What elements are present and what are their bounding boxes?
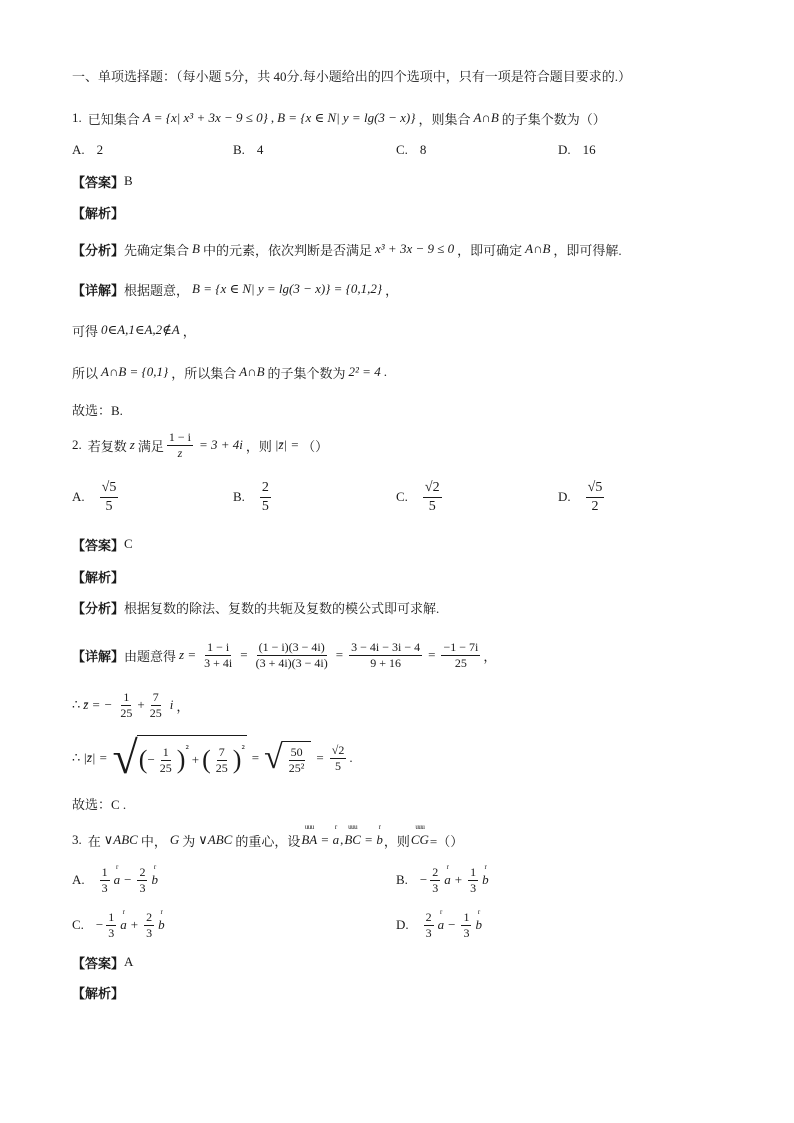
analysis-text: ，即可确定 <box>457 242 523 258</box>
radical-sign: √ <box>264 739 283 776</box>
detail-text: 可得 <box>72 323 99 339</box>
denominator: 3 <box>139 880 146 895</box>
separator: , <box>340 832 344 847</box>
detail-tag: 【详解】 <box>72 282 125 298</box>
vector-accent: r <box>477 908 480 916</box>
question-1-stem <box>72 98 606 138</box>
option-d <box>396 905 483 945</box>
detail-text: 的子集个数为 <box>267 365 346 381</box>
option-label: C. <box>72 917 84 932</box>
math-expression: 2² = 4 <box>348 364 381 379</box>
fraction <box>106 910 116 941</box>
numerator: 1 <box>101 864 108 879</box>
detail-text: 根据题意， <box>124 282 190 298</box>
stem-text: 若复数 <box>87 438 127 454</box>
numerator: 7 <box>218 744 225 759</box>
stem-text: 在 <box>87 833 101 849</box>
math-variable: G <box>169 832 180 847</box>
conjugate-line <box>72 685 189 725</box>
fraction <box>287 745 307 776</box>
operator: + <box>454 872 463 887</box>
equals-sign: = <box>335 647 344 662</box>
stem-text: ，则 <box>245 438 272 454</box>
solution-tag: 【解析】 <box>72 985 125 1001</box>
vector-name: a <box>120 917 127 932</box>
option-b <box>233 477 274 517</box>
fraction <box>254 640 330 671</box>
numerator: 2 <box>425 909 432 924</box>
modulus-line <box>72 732 353 783</box>
vector-name: a <box>437 917 445 932</box>
answer-tag: 【答案】 <box>72 537 125 553</box>
answer-value: C <box>124 536 133 551</box>
denominator: 25² <box>288 760 305 775</box>
option-label: D. <box>396 917 409 932</box>
denominator: 25 <box>454 655 467 670</box>
radicand <box>282 741 312 776</box>
stem-text: 的重心，设 <box>235 833 301 849</box>
math-expression: |z̄| = <box>83 750 108 765</box>
numerator: (1 − i)(3 − 4i) <box>258 639 325 654</box>
operator: − <box>448 917 456 932</box>
detail-text: ， <box>182 323 196 339</box>
exponent: ² <box>241 743 245 755</box>
vector-accent: r <box>378 823 381 831</box>
option-d <box>558 130 596 170</box>
option-label: C. <box>396 489 408 504</box>
fraction <box>461 910 471 941</box>
numerator: 7 <box>152 689 159 704</box>
solution-heading <box>72 972 124 1012</box>
fraction <box>430 865 440 896</box>
vector-ba <box>301 823 318 848</box>
option-label: D. <box>558 489 571 504</box>
stem-text: ，则集合 <box>418 111 471 127</box>
vector-accent: r <box>160 908 163 916</box>
numerator: 2 <box>139 864 146 879</box>
detail-text: ， <box>176 698 190 714</box>
set-b-definition: B = {x ∈ N| y = lg(3 − x)} <box>277 110 416 125</box>
detail-text: 由题意得 <box>124 648 177 664</box>
denominator: 2 <box>591 498 599 514</box>
therefore-symbol: ∴ <box>72 697 81 712</box>
question-number: 3. <box>72 832 82 847</box>
fraction <box>330 743 347 774</box>
option-value: 16 <box>582 142 596 157</box>
analysis-text: 先确定集合 <box>124 242 190 258</box>
denominator: 3 <box>108 925 115 940</box>
vector-b <box>158 908 165 933</box>
operator: − <box>124 872 132 887</box>
option-fraction <box>423 479 442 515</box>
math-expression: B <box>192 241 200 256</box>
fraction <box>137 865 147 896</box>
vector-accent: r <box>153 863 156 871</box>
vector-b <box>151 863 158 888</box>
solution-tag: 【解析】 <box>72 205 125 221</box>
radical-sign: √ <box>112 732 138 783</box>
denominator: 25 <box>215 760 228 775</box>
denominator: 5 <box>261 498 269 514</box>
numerator: 1 <box>108 909 115 924</box>
vector-accent: r <box>439 908 442 916</box>
math-expression: z = <box>179 647 197 662</box>
fraction <box>144 910 154 941</box>
denominator: 3 <box>470 880 477 895</box>
sign: − <box>95 917 104 932</box>
vector-a <box>120 908 127 933</box>
stem-text: 中， <box>140 833 167 849</box>
right-paren: ) <box>232 745 242 774</box>
equals-sign: = <box>240 647 248 662</box>
vector-accent: r <box>115 863 118 871</box>
stem-text: （） <box>302 438 329 454</box>
vector-a <box>113 863 121 888</box>
question-3-stem <box>72 820 463 860</box>
math-expression: z̄ = − <box>83 697 113 712</box>
equals-sign: = <box>364 832 373 847</box>
analysis-tag: 【分析】 <box>72 242 125 258</box>
vector-name: CG <box>410 832 429 847</box>
minus-sign: − <box>147 752 155 767</box>
vector-name: b <box>151 872 158 887</box>
equals-sign: = <box>251 750 260 765</box>
math-expression: |z̄| = <box>274 437 300 452</box>
equals-sign: = <box>428 647 436 662</box>
math-expression: = 3 + 4i <box>198 437 243 452</box>
option-label: A. <box>72 489 85 504</box>
answer-value: A <box>124 954 134 969</box>
vector-name: b <box>475 917 482 932</box>
option-value: 2 <box>96 142 104 157</box>
fraction <box>349 640 422 671</box>
vector-name: BA <box>301 832 318 847</box>
plus-sign: + <box>191 752 200 767</box>
option-b <box>396 860 490 900</box>
denominator: 5 <box>105 498 113 514</box>
math-expression: 0∈A,1∈A,2∉A <box>101 322 180 337</box>
numerator: −1 − 7i <box>443 639 479 654</box>
vector-name: a <box>113 872 121 887</box>
analysis-text: ，即可得解. <box>553 242 622 258</box>
math-expression: A∩B <box>525 241 551 256</box>
option-label: A. <box>72 142 85 157</box>
option-d <box>558 477 607 517</box>
option-a <box>72 860 159 900</box>
stem-text: =（） <box>429 833 464 849</box>
option-b <box>233 130 263 170</box>
math-expression: B = {x ∈ N| y = lg(3 − x)} = {0,1,2} <box>192 281 383 296</box>
denominator: 3 <box>432 880 439 895</box>
numerator: √2 <box>423 479 442 498</box>
option-c <box>396 130 426 170</box>
vector-accent: r <box>446 863 449 871</box>
vector-accent: uuu <box>415 823 425 831</box>
denominator: (3 + 4i)(3 − 4i) <box>255 655 328 670</box>
denominator: 3 + 4i <box>204 655 233 670</box>
vector-accent: r <box>484 863 487 871</box>
right-paren: ) <box>176 745 186 774</box>
conclusion-line: 故选：B. <box>72 402 123 418</box>
section-heading: 一、单项选择题：（每小题 5分，共 40分.每小题给出的四个选项中，只有一项是符合题目要求的.） <box>72 68 632 84</box>
equals-sign: = <box>316 750 324 765</box>
detail-line <box>72 310 196 350</box>
option-fraction <box>100 479 119 515</box>
stem-text: 为 <box>182 833 196 849</box>
answer-tag: 【答案】 <box>72 955 125 971</box>
numerator: 1 <box>463 909 470 924</box>
fraction <box>100 865 110 896</box>
numerator: 2 <box>260 479 271 498</box>
vector-name: b <box>376 832 383 847</box>
left-paren: ( <box>202 745 211 774</box>
stem-text: ，则 <box>383 833 410 849</box>
detail-text: . <box>383 364 387 379</box>
numerator: √2 <box>331 742 345 757</box>
detail-line <box>72 269 398 309</box>
question-2-stem <box>72 425 328 465</box>
numerator: 2 <box>146 909 153 924</box>
denominator: 3 <box>101 880 108 895</box>
triangle-name: ∨ABC <box>103 832 138 847</box>
question-number: 2. <box>72 437 82 452</box>
option-label: D. <box>558 142 571 157</box>
equals-sign: = <box>321 832 329 847</box>
option-fraction <box>586 479 605 515</box>
solution-heading <box>72 192 124 232</box>
numerator: 3 − 4i − 3i − 4 <box>351 639 421 654</box>
sign: − <box>419 872 428 887</box>
option-label: B. <box>396 872 408 887</box>
vector-a <box>444 863 451 888</box>
denominator: 3 <box>463 925 470 940</box>
vector-a <box>332 823 340 848</box>
math-expression: A∩B = {0,1} <box>101 364 169 379</box>
fraction <box>468 865 478 896</box>
numerator: 1 <box>470 864 477 879</box>
imaginary-unit: i <box>169 697 174 712</box>
denominator: 25 <box>159 760 172 775</box>
option-label: C. <box>396 142 408 157</box>
answer-value: B <box>124 173 133 188</box>
option-a <box>72 477 121 517</box>
operator: + <box>130 917 139 932</box>
left-paren: ( <box>138 745 148 774</box>
vector-accent: uuu <box>304 823 314 831</box>
detail-text: ，所以集合 <box>171 365 237 381</box>
vector-name: BC <box>344 832 361 847</box>
vector-name: b <box>158 917 165 932</box>
vector-a <box>437 908 445 933</box>
option-value: 8 <box>419 142 427 157</box>
option-label: A. <box>72 872 85 887</box>
question-number: 1. <box>72 110 82 125</box>
denominator: 5 <box>335 758 342 773</box>
vector-accent: uuu <box>348 823 358 831</box>
detail-tag: 【详解】 <box>72 648 125 664</box>
detail-text: ， <box>385 282 399 298</box>
analysis-text: 根据复数的除法、复数的共轭及复数的模公式即可求解. <box>124 600 440 616</box>
option-c <box>72 905 166 945</box>
detail-text: ， <box>483 648 497 664</box>
separator: , <box>270 110 275 125</box>
fraction <box>118 690 134 721</box>
period: . <box>349 750 353 765</box>
vector-name: a <box>444 872 451 887</box>
denominator: 3 <box>146 925 153 940</box>
denominator: 9 + 16 <box>370 655 401 670</box>
fraction <box>202 640 234 671</box>
detail-line <box>72 635 496 675</box>
numerator: 2 <box>432 864 439 879</box>
vector-bc <box>344 823 361 848</box>
numerator: 1 <box>123 689 130 704</box>
option-value: 4 <box>256 142 264 157</box>
radicand <box>137 735 247 781</box>
vector-b <box>482 863 489 888</box>
fraction <box>167 430 193 461</box>
answer-tag: 【答案】 <box>72 174 125 190</box>
detail-line <box>72 352 387 392</box>
math-expression: A∩B <box>239 364 265 379</box>
numerator: √5 <box>586 479 605 498</box>
stem-text: 满足 <box>137 438 164 454</box>
numerator: 1 − i <box>168 429 191 444</box>
math-variable: z <box>129 437 135 452</box>
vector-b <box>475 908 482 933</box>
numerator: 1 <box>162 744 169 759</box>
stem-text: 的子集个数为（） <box>501 111 606 127</box>
fraction <box>441 640 480 671</box>
denominator: z <box>177 445 183 460</box>
therefore-symbol: ∴ <box>72 750 81 765</box>
square-root <box>112 732 247 783</box>
vector-accent: r <box>334 823 337 831</box>
denominator: 3 <box>425 925 432 940</box>
exponent: ² <box>185 743 189 755</box>
set-a-definition: A = {x| x³ + 3x − 9 ≤ 0} <box>142 110 268 125</box>
intersection-expression: A∩B <box>473 110 499 125</box>
fraction <box>148 690 164 721</box>
solution-tag: 【解析】 <box>72 569 125 585</box>
numerator: 50 <box>290 744 303 759</box>
conclusion-line: 故选：C . <box>72 796 127 812</box>
numerator: 1 − i <box>207 639 230 654</box>
analysis-text: 中的元素，依次判断是否满足 <box>202 242 372 258</box>
triangle-name: ∨ABC <box>198 832 233 847</box>
vector-b <box>376 823 383 848</box>
math-expression: x³ + 3x − 9 ≤ 0 <box>375 241 455 256</box>
vector-name: a <box>332 832 340 847</box>
vector-name: b <box>482 872 489 887</box>
square-root <box>264 741 311 776</box>
numerator: √5 <box>100 479 119 498</box>
analysis-line <box>72 587 439 627</box>
option-label: B. <box>233 489 245 504</box>
stem-text: 已知集合 <box>87 111 140 127</box>
fraction <box>214 745 230 776</box>
vector-cg <box>410 823 429 848</box>
vector-accent: r <box>122 908 125 916</box>
detail-text: 所以 <box>72 365 99 381</box>
fraction <box>158 745 174 776</box>
denominator: 25 <box>120 705 133 720</box>
plus-sign: + <box>137 697 145 712</box>
option-label: B. <box>233 142 245 157</box>
fraction <box>424 910 434 941</box>
option-c <box>396 477 445 517</box>
denominator: 25 <box>149 705 162 720</box>
option-fraction <box>260 479 271 515</box>
analysis-line <box>72 229 622 269</box>
denominator: 5 <box>428 498 436 514</box>
analysis-tag: 【分析】 <box>72 600 125 616</box>
